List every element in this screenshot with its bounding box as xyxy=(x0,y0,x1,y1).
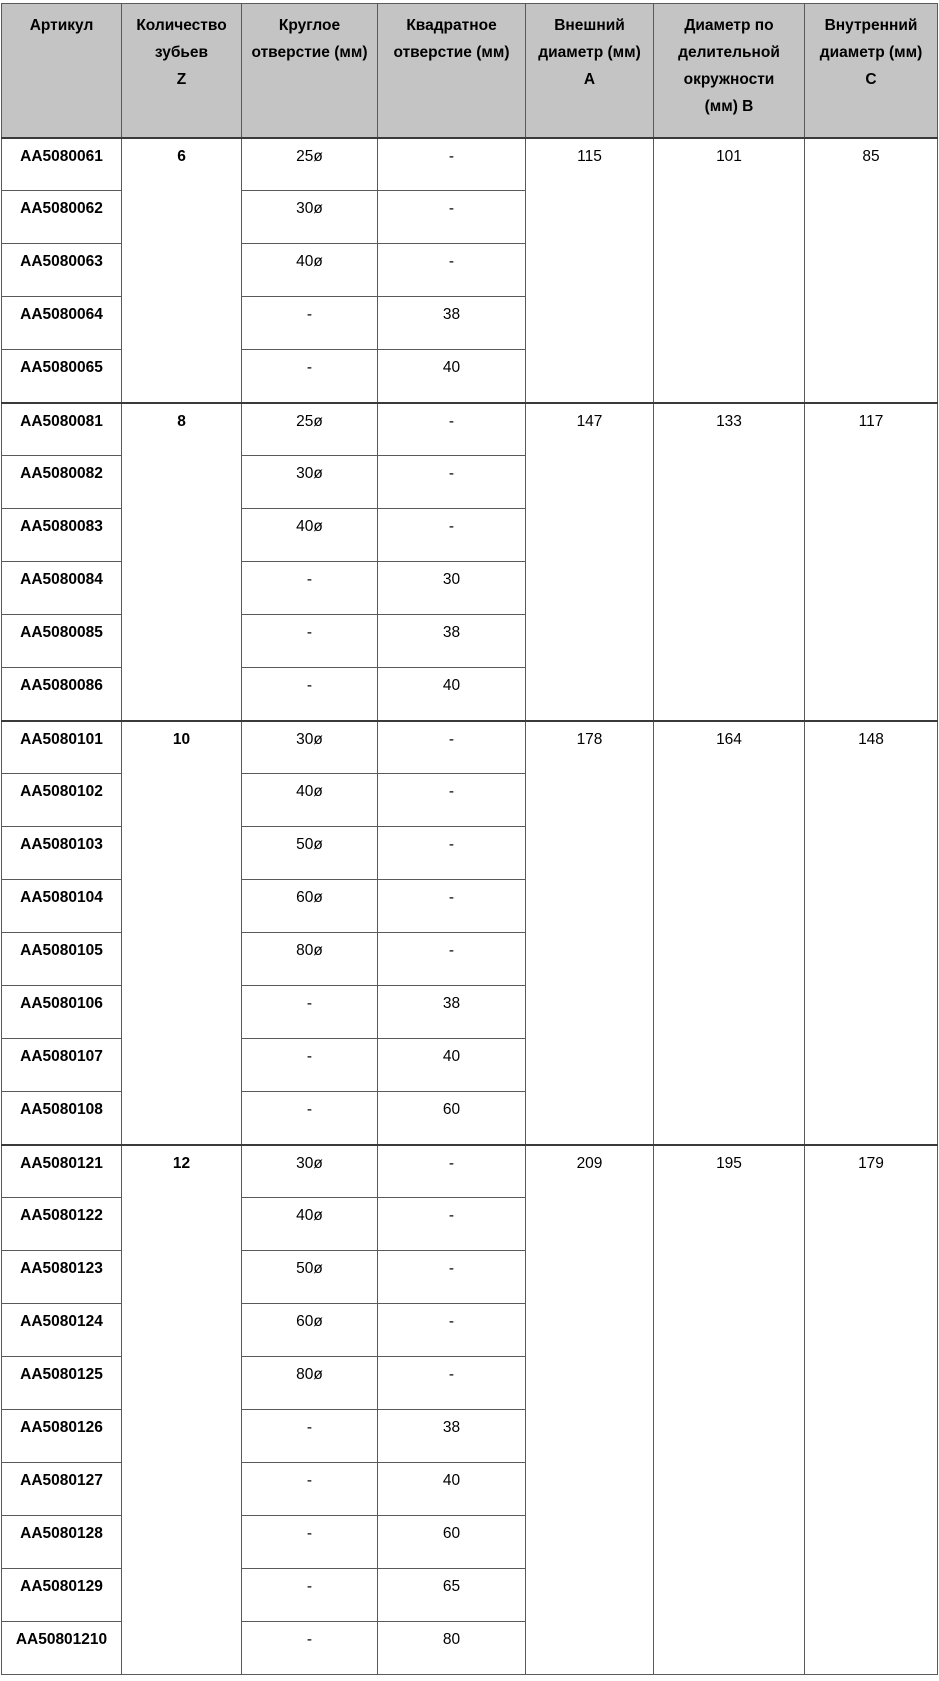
teeth-count-cell: 12 xyxy=(122,1145,242,1675)
article-cell: AA5080102 xyxy=(2,774,122,827)
article-cell: AA5080126 xyxy=(2,1410,122,1463)
square-hole-cell: - xyxy=(378,880,526,933)
header-teeth: Количество зубьев Z xyxy=(122,4,242,138)
round-hole-cell: - xyxy=(242,1039,378,1092)
square-hole-cell: - xyxy=(378,774,526,827)
round-hole-cell: - xyxy=(242,1569,378,1622)
outer-diameter-cell: 178 xyxy=(526,721,654,1145)
square-hole-cell: 38 xyxy=(378,986,526,1039)
article-cell: AA5080123 xyxy=(2,1251,122,1304)
article-cell: AA5080101 xyxy=(2,721,122,774)
pitch-diameter-cell: 164 xyxy=(654,721,805,1145)
round-hole-cell: 30ø xyxy=(242,456,378,509)
square-hole-cell: - xyxy=(378,1357,526,1410)
table-row xyxy=(2,138,938,191)
square-hole-cell: 38 xyxy=(378,615,526,668)
article-cell: AA5080063 xyxy=(2,244,122,297)
inner-diameter-cell: 117 xyxy=(805,403,938,721)
inner-diameter-cell: 148 xyxy=(805,721,938,1145)
header-inner-diameter: Внутренний диаметр (мм) C xyxy=(805,4,938,138)
teeth-count-cell: 6 xyxy=(122,138,242,403)
round-hole-cell: 40ø xyxy=(242,244,378,297)
round-hole-cell: 50ø xyxy=(242,827,378,880)
square-hole-cell: 40 xyxy=(378,1039,526,1092)
square-hole-cell: - xyxy=(378,827,526,880)
round-hole-cell: 40ø xyxy=(242,1198,378,1251)
round-hole-cell: - xyxy=(242,297,378,350)
article-cell: AA5080124 xyxy=(2,1304,122,1357)
round-hole-cell: - xyxy=(242,986,378,1039)
article-cell: AA5080086 xyxy=(2,668,122,721)
square-hole-cell: 40 xyxy=(378,1463,526,1516)
header-round-hole: Круглое отверстие (мм) xyxy=(242,4,378,138)
header-row xyxy=(2,4,938,138)
square-hole-cell: 60 xyxy=(378,1092,526,1145)
outer-diameter-cell: 209 xyxy=(526,1145,654,1675)
square-hole-cell: - xyxy=(378,1145,526,1198)
article-cell: AA5080129 xyxy=(2,1569,122,1622)
square-hole-cell: - xyxy=(378,509,526,562)
header-article: Артикул xyxy=(2,4,122,138)
round-hole-cell: - xyxy=(242,1622,378,1675)
round-hole-cell: - xyxy=(242,562,378,615)
square-hole-cell: - xyxy=(378,1251,526,1304)
article-cell: AA5080085 xyxy=(2,615,122,668)
table-row xyxy=(2,721,938,774)
outer-diameter-cell: 147 xyxy=(526,403,654,721)
table-row xyxy=(2,403,938,456)
table-header xyxy=(2,4,938,138)
pitch-diameter-cell: 195 xyxy=(654,1145,805,1675)
round-hole-cell: - xyxy=(242,668,378,721)
article-cell: AA5080084 xyxy=(2,562,122,615)
round-hole-cell: - xyxy=(242,1463,378,1516)
article-cell: AA5080127 xyxy=(2,1463,122,1516)
square-hole-cell: - xyxy=(378,138,526,191)
round-hole-cell: 80ø xyxy=(242,1357,378,1410)
table-body xyxy=(2,138,938,1675)
square-hole-cell: - xyxy=(378,1198,526,1251)
round-hole-cell: - xyxy=(242,350,378,403)
table-row xyxy=(2,1145,938,1198)
square-hole-cell: 38 xyxy=(378,297,526,350)
teeth-count-cell: 10 xyxy=(122,721,242,1145)
article-cell: AA5080107 xyxy=(2,1039,122,1092)
square-hole-cell: - xyxy=(378,191,526,244)
square-hole-cell: - xyxy=(378,1304,526,1357)
header-square-hole: Квадратное отверстие (мм) xyxy=(378,4,526,138)
article-cell: AA5080106 xyxy=(2,986,122,1039)
round-hole-cell: 25ø xyxy=(242,138,378,191)
square-hole-cell: 60 xyxy=(378,1516,526,1569)
square-hole-cell: 30 xyxy=(378,562,526,615)
article-cell: AA5080122 xyxy=(2,1198,122,1251)
article-cell: AA5080065 xyxy=(2,350,122,403)
round-hole-cell: 30ø xyxy=(242,191,378,244)
round-hole-cell: - xyxy=(242,1516,378,1569)
square-hole-cell: 40 xyxy=(378,350,526,403)
pitch-diameter-cell: 133 xyxy=(654,403,805,721)
inner-diameter-cell: 85 xyxy=(805,138,938,403)
article-cell: AA5080125 xyxy=(2,1357,122,1410)
header-outer-diameter: Внешний диаметр (мм) A xyxy=(526,4,654,138)
round-hole-cell: 50ø xyxy=(242,1251,378,1304)
article-cell: AA5080061 xyxy=(2,138,122,191)
square-hole-cell: - xyxy=(378,456,526,509)
square-hole-cell: 65 xyxy=(378,1569,526,1622)
article-cell: AA5080108 xyxy=(2,1092,122,1145)
article-cell: AA5080064 xyxy=(2,297,122,350)
square-hole-cell: 38 xyxy=(378,1410,526,1463)
round-hole-cell: 30ø xyxy=(242,721,378,774)
article-cell: AA5080105 xyxy=(2,933,122,986)
pitch-diameter-cell: 101 xyxy=(654,138,805,403)
round-hole-cell: 60ø xyxy=(242,1304,378,1357)
article-cell: AA5080081 xyxy=(2,403,122,456)
article-cell: AA5080104 xyxy=(2,880,122,933)
round-hole-cell: - xyxy=(242,615,378,668)
header-pitch-diameter: Диаметр по делительной окружности (мм) B xyxy=(654,4,805,138)
round-hole-cell: - xyxy=(242,1410,378,1463)
inner-diameter-cell: 179 xyxy=(805,1145,938,1675)
round-hole-cell: 40ø xyxy=(242,774,378,827)
round-hole-cell: 30ø xyxy=(242,1145,378,1198)
outer-diameter-cell: 115 xyxy=(526,138,654,403)
article-cell: AA5080062 xyxy=(2,191,122,244)
square-hole-cell: - xyxy=(378,403,526,456)
article-cell: AA5080121 xyxy=(2,1145,122,1198)
round-hole-cell: 60ø xyxy=(242,880,378,933)
square-hole-cell: - xyxy=(378,721,526,774)
square-hole-cell: - xyxy=(378,244,526,297)
square-hole-cell: 40 xyxy=(378,668,526,721)
round-hole-cell: - xyxy=(242,1092,378,1145)
article-cell: AA5080103 xyxy=(2,827,122,880)
teeth-count-cell: 8 xyxy=(122,403,242,721)
article-cell: AA5080128 xyxy=(2,1516,122,1569)
round-hole-cell: 80ø xyxy=(242,933,378,986)
article-cell: AA5080083 xyxy=(2,509,122,562)
square-hole-cell: - xyxy=(378,933,526,986)
article-cell: AA5080082 xyxy=(2,456,122,509)
article-cell: AA50801210 xyxy=(2,1622,122,1675)
round-hole-cell: 25ø xyxy=(242,403,378,456)
square-hole-cell: 80 xyxy=(378,1622,526,1675)
gear-spec-table xyxy=(1,3,938,1675)
round-hole-cell: 40ø xyxy=(242,509,378,562)
